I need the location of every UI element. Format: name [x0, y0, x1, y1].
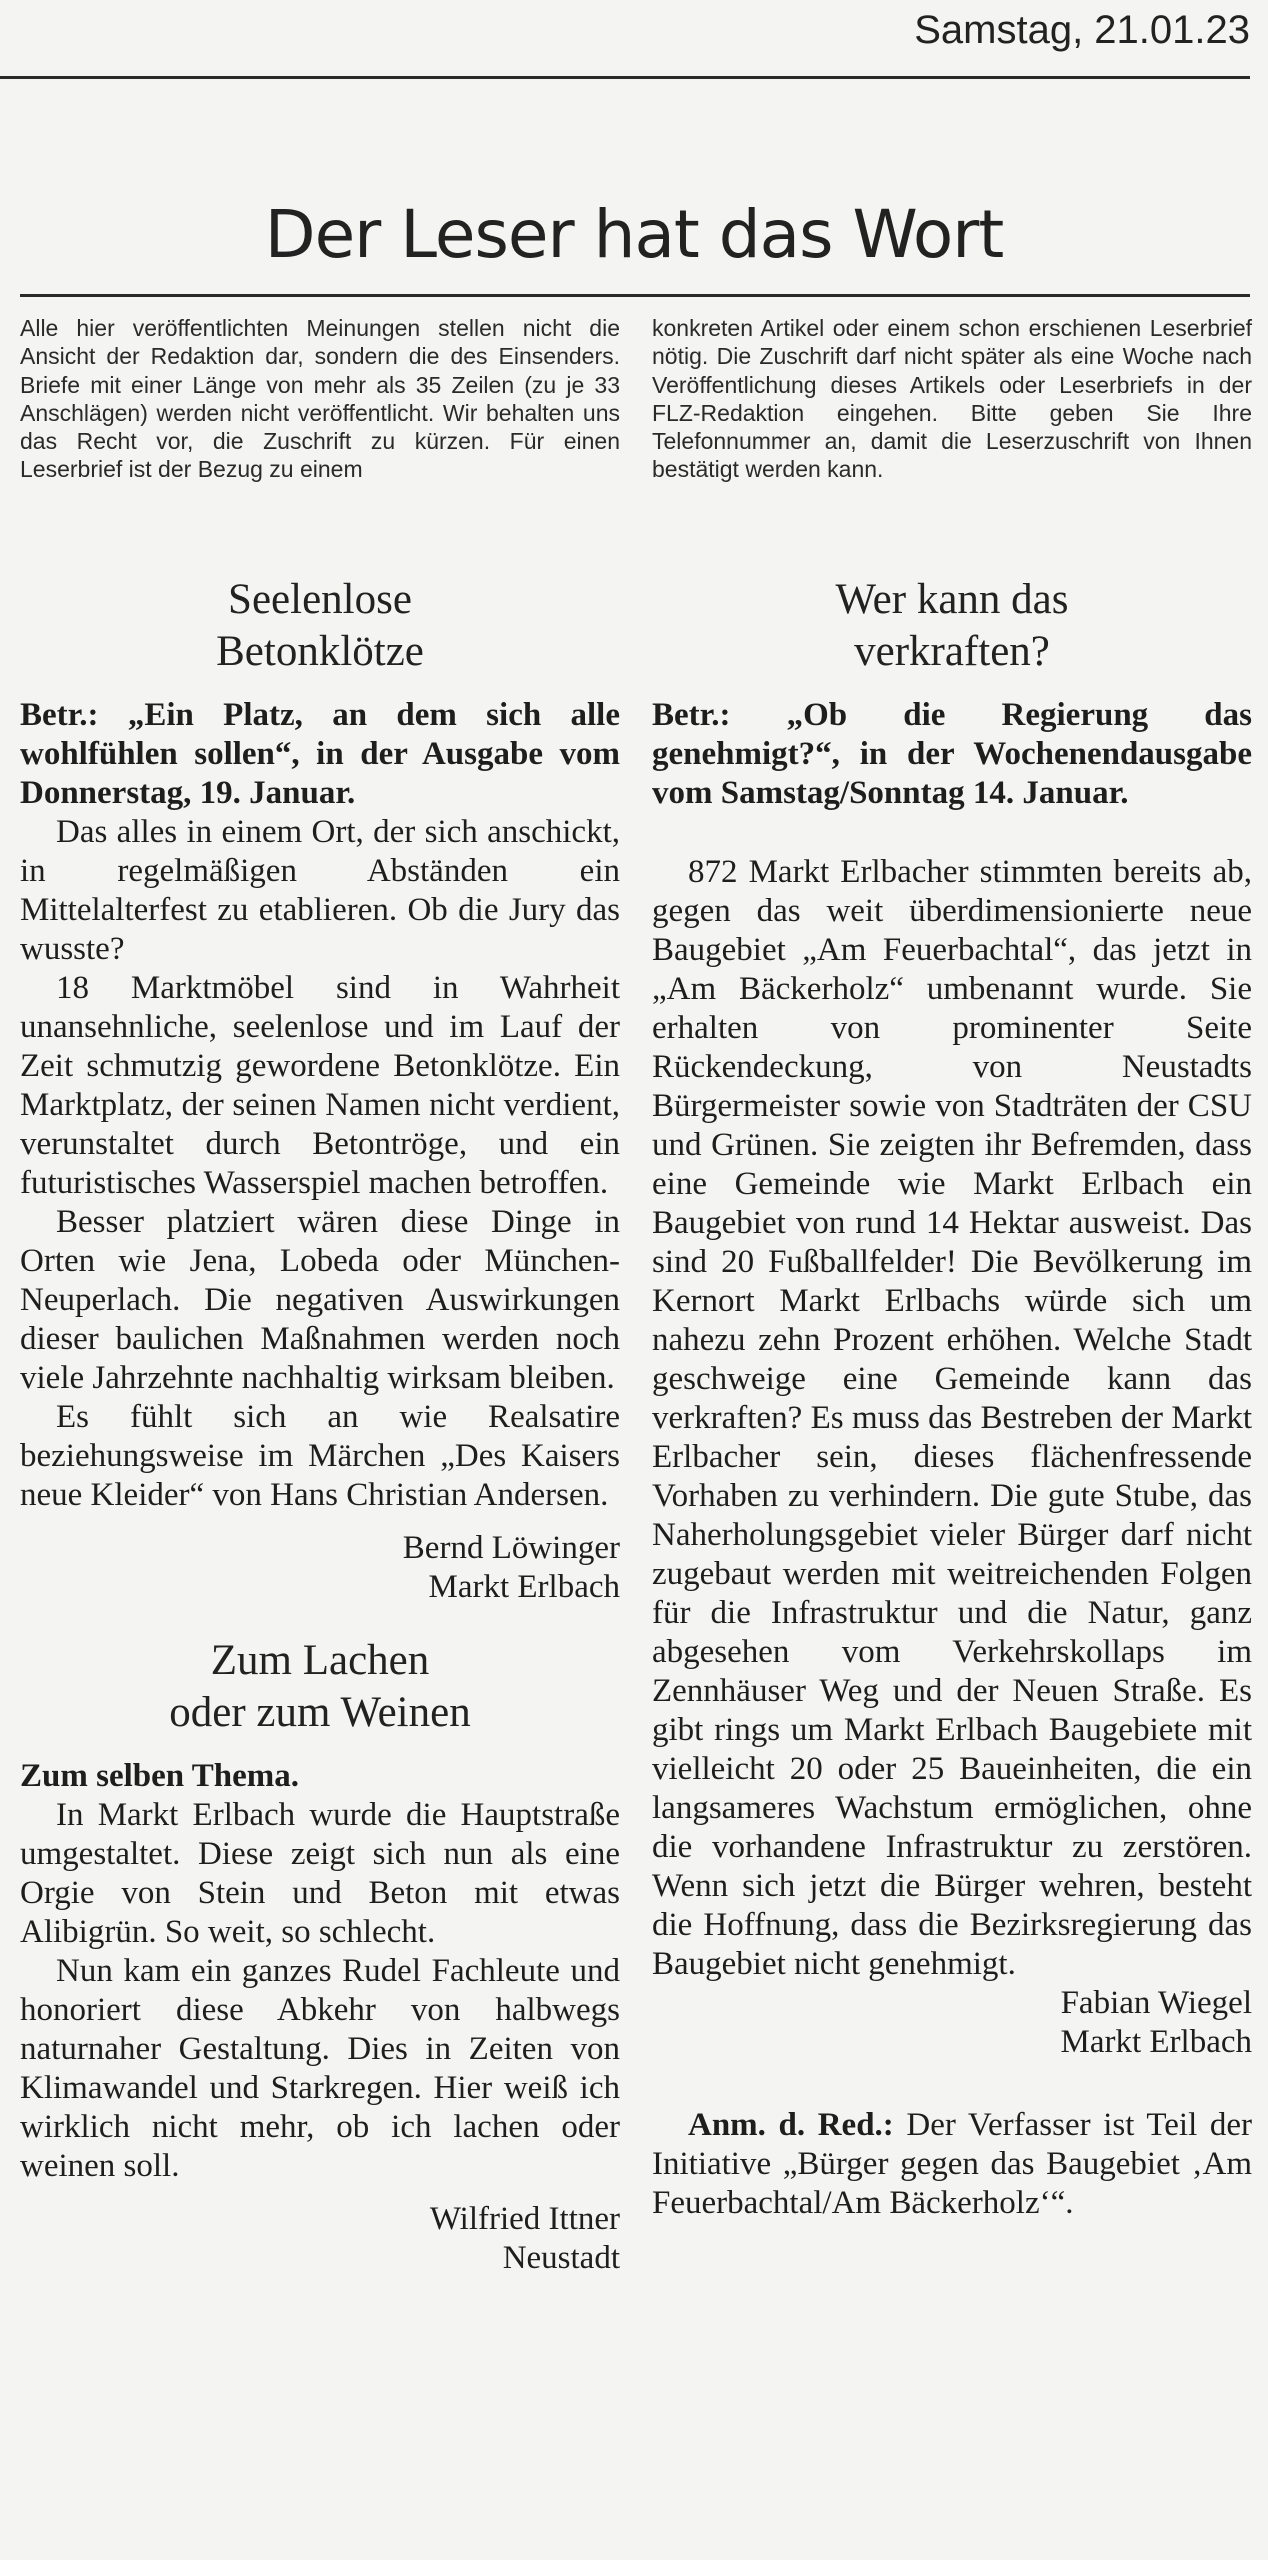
letter-reference: Betr.: „Ob die Regierung das genehmigt?“, in der Wochenendausgabe vom Samstag/Sonntag 14. Januar. — [652, 697, 1252, 811]
headline-line: Wer kann das — [835, 576, 1069, 623]
headline-line: verkraften? — [854, 628, 1050, 675]
section-title: Der Leser hat das Wort — [264, 196, 1004, 273]
letter-paragraph: 18 Marktmöbel sind in Wahrheit unansehnliche, seelenlose und im Lauf der Zeit schmutzig gewordene Betonklötze. Ein Marktplatz, der seinen Namen nicht verdient, verunstaltet durch Betontröge, und ein futuristisches Wasserspiel machen betroffen. — [20, 970, 620, 1201]
intro-text-left: Alle hier veröffentlichten Meinungen stellen nicht die Ansicht der Redaktion dar, sondern die des Einsenders. Briefe mit einer Länge von mehr als 35 Zeilen (zu je 33 Anschlägen) werden nicht veröffentlicht. Wir behalten uns das Recht vor, die Zuschrift zu kürzen. Für einen Leserbrief ist der Bezug zu einem — [20, 315, 620, 483]
editor-note-label: Anm. d. Red.: — [688, 2107, 894, 2143]
letter-headline — [20, 1635, 620, 1739]
intro-text-right: konkreten Artikel oder einem schon erschienen Leserbrief nötig. Die Zuschrift darf nicht später als eine Woche nach Veröffentlichung dieses Artikels oder Leserbriefs in der FLZ-Redaktion eingehen. Bitte geben Sie Ihre Telefonnummer an, damit die Leserzuschrift von Ihnen bestätigt werden kann. — [652, 315, 1252, 483]
letter-paragraph: In Markt Erlbach wurde die Hauptstraße umgestaltet. Diese zeigt sich nun als eine Orgie von Stein und Beton mit etwas Alibigrün. So weit, so schlecht. — [20, 1797, 620, 1950]
headline-line: Zum Lachen — [210, 1637, 430, 1684]
letter-paragraph: Nun kam ein ganzes Rudel Fachleute und honoriert diese Abkehr von halbwegs naturnaher Gestaltung. Dies in Zeiten von Klimawandel und Starkregen. Hier weiß ich wirklich nicht mehr, ob ich lachen oder weinen soll. — [20, 1953, 620, 2184]
letter-place: Neustadt — [502, 2240, 620, 2276]
letter-place: Markt Erlbach — [428, 1569, 620, 1605]
letter-place: Markt Erlbach — [1060, 2024, 1252, 2060]
letter-wer-kann-das-verkraften — [652, 574, 1252, 2223]
letter-paragraph: Es fühlt sich an wie Realsatire beziehungsweise im Märchen „Des Kaisers neue Kleider“ von Hans Christian Andersen. — [20, 1399, 620, 1513]
header-rule — [0, 76, 1250, 79]
editor-note-text: Der Verfasser ist Teil der Initiative „Bürger gegen das Baugebiet ‚Am Feuerbachtal/Am Bäckerholz‘“. — [652, 2107, 1252, 2221]
letter-headline — [652, 574, 1252, 678]
headline-line: Seelenlose — [228, 576, 412, 623]
letter-author: Bernd Löwinger — [402, 1530, 620, 1566]
page-date: Samstag, 21.01.23 — [914, 8, 1250, 52]
letter-paragraph: 872 Markt Erlbacher stimmten bereits ab, gegen das weit überdimensionierte neue Baugebiet „Am Feuerbachtal“, das jetzt in „Am Bäckerholz“ umbenannt wurde. Sie erhalten von prominenter Seite Rückendeckung, von Neustadts Bürgermeister sowie von Stadträten der CSU und Grünen. Sie zeigten ihr Befremden, dass eine Gemeinde wie Markt Erlbach ein Baugebiet von rund 14 Hektar ausweist. Das sind 20 Fußballfelder! Die Bevölkerung im Kernort Markt Erlbachs würde sich um nahezu zehn Prozent erhöhen. Welche Stadt geschweige eine Gemeinde kann das verkraften? Es muss das Bestreben der Markt Erlbacher sein, dieses flächenfressende Vorhaben zu verhindern. Die gute Stube, das Naherholungsgebiet vieler Bürger darf nicht zugebaut werden mit weitreichenden Folgen für die Infrastruktur und die Natur, ganz abgesehen vom Verkehrskollaps im Zennhäuser Weg und der Neuen Straße. Es gibt rings um Markt Erlbach Baugebiete mit vielleicht 20 oder 25 Baueinheiten, die ein langsameres Wachstum ermöglichen, ohne die vorhandene Infrastruktur zu zerstören. Wenn sich jetzt die Bürger wehren, besteht die Hoffnung, dass die Bezirksregierung das Baugebiet nicht genehmigt. — [652, 854, 1252, 1982]
column-left — [20, 574, 620, 2278]
letter-reference: Betr.: „Ein Platz, an dem sich alle wohlfühlen sollen“, in der Ausgabe vom Donnerstag, 19. Januar. — [20, 697, 620, 811]
letter-reference: Zum selben Thema. — [20, 1758, 300, 1794]
letter-author: Wilfried Ittner — [429, 2201, 620, 2237]
column-right — [652, 574, 1252, 2223]
letter-paragraph: Besser platziert wären diese Dinge in Orten wie Jena, Lobeda oder München-Neuperlach. Die negativen Auswirkungen dieser baulichen Maßnahmen werden noch viele Jahrzehnte nachhaltig wirksam bleiben. — [20, 1204, 620, 1396]
letter-paragraph: Das alles in einem Ort, der sich anschickt, in regelmäßigen Abständen ein Mittelalterfest zu etablieren. Ob die Jury das wusste? — [20, 814, 620, 967]
letter-seelenlose-betonkloetze — [20, 574, 620, 1607]
headline-line: oder zum Weinen — [169, 1689, 471, 1736]
editor-note — [652, 2106, 1252, 2223]
letter-zum-lachen — [20, 1635, 620, 2278]
letter-author: Fabian Wiegel — [1060, 1985, 1252, 2021]
letter-headline — [20, 574, 620, 678]
section-rule — [20, 294, 1250, 297]
headline-line: Betonklötze — [216, 628, 424, 675]
